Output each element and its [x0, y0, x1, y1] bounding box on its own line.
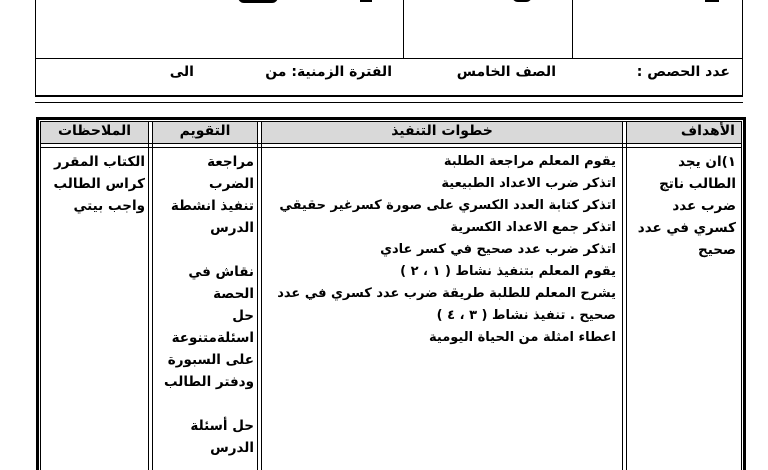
evaluation-line: مراجعة [207, 154, 254, 170]
step-line: اتذكر جمع الاعداد الكسرية [450, 220, 616, 235]
evaluation-line: اسئلةمتنوعة [171, 330, 254, 346]
evaluation-line: الضرب [209, 176, 254, 192]
note-line: واجب بيتي [73, 198, 145, 214]
step-line: اتذكر ضرب عدد صحيح في كسر عادي [380, 242, 616, 257]
header-notes: الملاحظات [57, 123, 132, 139]
objective-line: ضرب عدد [672, 198, 736, 214]
notes-cell [43, 151, 145, 217]
objective-line: صحيح [697, 242, 736, 258]
evaluation-line: الحصة [213, 286, 254, 302]
evaluation-line: الدرس [210, 220, 254, 236]
note-line: كراس الطالب [53, 176, 145, 192]
evaluation-line: الدرس [210, 440, 254, 456]
objective-line: كسري في عدد [637, 220, 736, 236]
cropped-text-fragment [512, 0, 532, 2]
steps-cell [264, 151, 616, 349]
period-to-label: الى [169, 64, 194, 80]
evaluation-line: على السبورة [167, 352, 254, 368]
evaluation-line: تنفيذ انشطة [170, 198, 254, 214]
header-evaluation: التقويم [179, 123, 231, 139]
evaluation-line: ودفتر الطالب [163, 374, 254, 390]
header-steps: خطوات التنفيذ [391, 123, 493, 139]
evaluation-line: حل [232, 308, 254, 324]
lesson-plan-table [0, 110, 768, 470]
top-table [0, 0, 768, 110]
objective-line: ١)ان يجد [678, 154, 736, 170]
step-line: اتذكر ضرب الاعداد الطبيعية [441, 176, 616, 191]
step-line: يقوم المعلم مراجعة الطلبة [443, 154, 616, 169]
cropped-text-fragment [360, 0, 372, 2]
grade-label: الصف الخامس [456, 64, 556, 80]
cropped-text-fragment [238, 0, 278, 3]
step-line: اتذكر كتابة العدد الكسري على صورة كسرغير حقيقي [279, 198, 616, 213]
evaluation-cell [155, 151, 254, 459]
step-line: اعطاء امثلة من الحياة اليومية [429, 330, 616, 345]
step-line: صحيح . تنفيذ نشاط ( ٣ ، ٤ ) [436, 308, 616, 323]
cropped-text-fragment [705, 0, 719, 2]
evaluation-line: حل أسئلة [190, 418, 254, 434]
evaluation-line [155, 239, 254, 261]
evaluation-line: نقاش في [188, 264, 254, 280]
evaluation-line [155, 393, 254, 415]
note-line: الكتاب المقرر [53, 154, 145, 170]
period-from-label: الفترة الزمنية: من [265, 64, 392, 80]
step-line: يشرح المعلم للطلبة طريقة ضرب عدد كسري في عدد [277, 286, 616, 301]
periods-label: عدد الحصص : [636, 64, 730, 80]
objective-line: الطالب ناتج [659, 176, 736, 192]
step-line: يقوم المعلم بتنفيذ نشاط ( ١ ، ٢ ) [400, 264, 616, 279]
objectives-cell [630, 151, 736, 261]
header-objectives: الأهداف [680, 123, 735, 139]
